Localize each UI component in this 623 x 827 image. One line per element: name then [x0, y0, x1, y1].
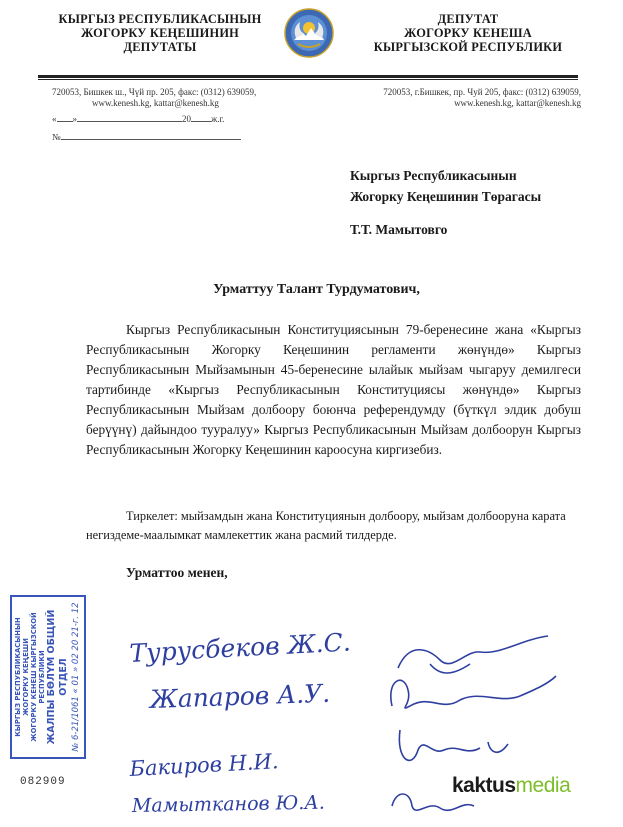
attachment-note: Тиркелет: мыйзамдын жана Конституциянын долбоору, мыйзам долбооруна карата негиздеме-маалымкат мамлекеттик жана расмий тилдерде.: [86, 509, 566, 542]
signature-name: Турусбеков Ж.С.: [128, 627, 352, 668]
date-line: « » 20 ж.г.: [52, 114, 225, 124]
header-left-line: ДЕПУТАТЫ: [123, 40, 197, 54]
signature-scribble: [391, 676, 556, 708]
header-left-line: КЫРГЫЗ РЕСПУБЛИКАСЫНЫН: [58, 12, 262, 26]
address-line: 720053, Бишкек ш., Чүй пр. 205, факс: (0312) 639059,: [52, 87, 257, 97]
number-line: №: [52, 130, 241, 142]
signature-scribble: [399, 730, 508, 760]
header-right-line: ЖОГОРКУ КЕНЕША: [404, 26, 532, 40]
signature-name: Мамытканов Ю.А.: [131, 791, 325, 817]
body-paragraph: Кыргыз Республикасынын Конституциясынын 79-беренесине жана «Кыргыз Республикасынын Жогорку Кеңешинин регламенти жөнүндө» Кыргыз Республикасынын Мыйзамынын 45-беренесине ылайык мыйзам чыгаруу демилгеси тартибинде «Кыргыз Республикасынын Конституциясы жөнүндө» Кыргыз Республикасынын Мыйзам долбоору боюнча референдумду (бүткүл элдик добуш берүүнү) дайындоо тууралуу» Кыргыз Республикасынын Мыйзам долбоорун Кыргыз Республикасынын Жогорку Кеңешинин кароосуна киргизебиз.: [86, 322, 581, 457]
signature-name: Жапаров А.У.: [149, 678, 331, 714]
address-line: www.kenesh.kg, kattar@kenesh.kg: [92, 98, 219, 108]
recipient-line: Жогорку Кеңешинин Төрагасы: [350, 189, 542, 204]
stamp-line: КЫРГЫЗ РЕСПУБЛИКАСЫНЫН ЖОГОРКУ КЕҢЕШИ: [14, 617, 30, 737]
header-left-line: ЖОГОРКУ КЕҢЕШИНИН: [81, 26, 239, 40]
signature-scribble: [398, 636, 548, 673]
stamp-line: № 6-21/1061 « 01 » 02 20 21-г. 12: [71, 602, 81, 752]
recipient-name: Т.Т. Мамытовго: [350, 222, 448, 237]
registration-number: 082909: [20, 776, 66, 788]
kaktus-media-logo: kaktusmedia: [452, 774, 571, 797]
recipient-line: Кыргыз Республикасынын: [350, 168, 517, 183]
header-right-line: ДЕПУТАТ: [437, 12, 499, 26]
address-line: 720053, г.Бишкек, пр. Чуй 205, факс: (0312) 639059,: [383, 87, 581, 97]
signature-name: Бакиров Н.И.: [129, 749, 280, 781]
closing-phrase: Урматтоо менен,: [126, 565, 228, 580]
header-right-line: КЫРГЫЗСКОЙ РЕСПУБЛИКИ: [373, 40, 563, 54]
stamp-line: ЖАЛПЫ БӨЛҮМ ОБЩИЙ ОТДЕЛ: [46, 609, 69, 745]
greeting: Урматтуу Талант Турдуматович,: [213, 282, 420, 297]
address-line: www.kenesh.kg, kattar@kenesh.kg: [454, 98, 581, 108]
stamp-line: ЖОГОРКУ КЕНЕШ КЫРГЫЗСКОЙ РЕСПУБЛИКИ: [30, 612, 46, 742]
